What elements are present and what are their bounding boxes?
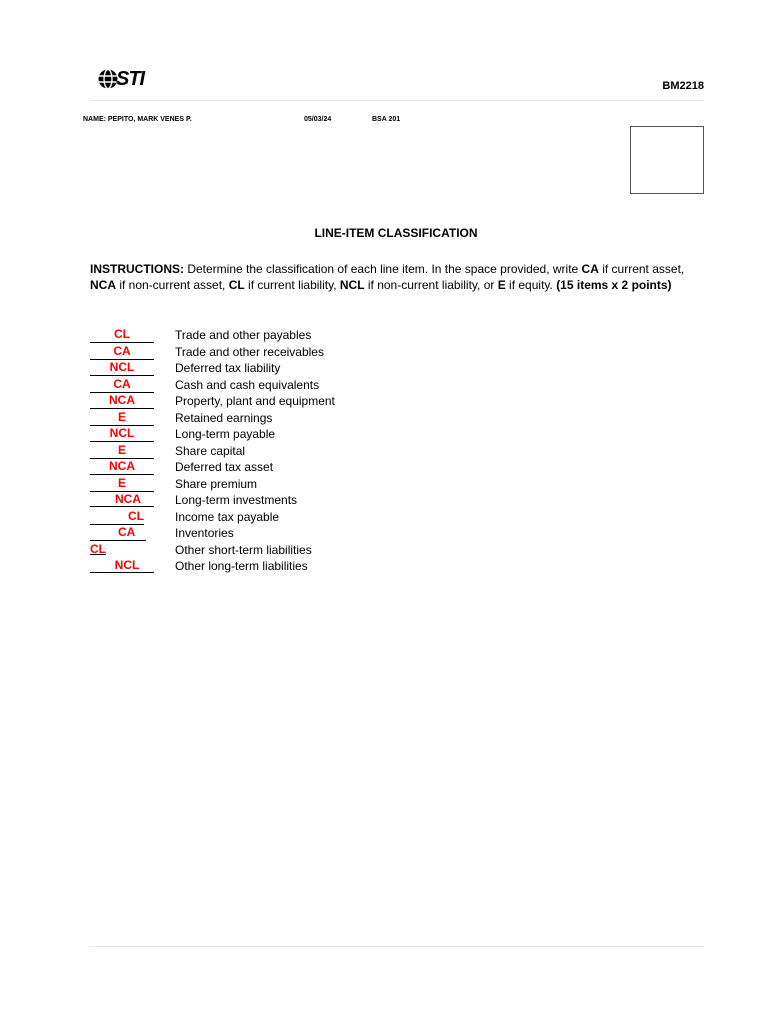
item-label: Long-term payable xyxy=(175,427,276,441)
course-code: BM2218 xyxy=(662,80,704,92)
list-item xyxy=(90,426,490,443)
item-label: Other short-term liabilities xyxy=(175,542,312,557)
list-item xyxy=(90,377,490,394)
list-item xyxy=(90,558,490,575)
header-divider xyxy=(90,100,704,101)
instructions-text-1: Determine the classification of each line item. In the space provided, write xyxy=(184,262,582,276)
instructions-text-6: if equity. xyxy=(505,277,557,292)
list-item xyxy=(90,525,490,542)
code-nca: NCA xyxy=(90,277,116,292)
list-item xyxy=(90,410,490,427)
answer-field[interactable]: NCL xyxy=(90,360,154,376)
item-label: Share capital xyxy=(175,443,246,458)
answer-field[interactable]: NCA xyxy=(90,459,154,475)
points-note: (15 items x 2 points) xyxy=(556,277,672,292)
answer-field[interactable]: NCL xyxy=(90,558,154,573)
answer-field[interactable]: NCL xyxy=(90,426,154,442)
item-label: Long-term investments xyxy=(175,493,298,507)
instructions-text-2: if current asset, xyxy=(598,262,685,276)
list-item xyxy=(90,344,490,361)
item-label: Property, plant and equipment xyxy=(175,394,335,408)
answer-field[interactable]: CL xyxy=(90,509,144,525)
list-item xyxy=(90,509,490,526)
code-e: E xyxy=(497,277,506,292)
item-label: Deferred tax asset xyxy=(175,460,274,474)
item-label: Deferred tax liability xyxy=(175,361,281,375)
list-item xyxy=(90,542,490,559)
answer-field[interactable]: NCA xyxy=(90,492,154,507)
item-label: Retained earnings xyxy=(175,410,273,425)
list-item xyxy=(90,327,490,344)
student-section: BSA 201 xyxy=(372,116,401,123)
answer-field[interactable]: E xyxy=(90,443,154,459)
sti-logo xyxy=(97,68,144,90)
student-name: NAME: PEPITO, MARK VENES P. xyxy=(83,116,192,123)
instructions-text-4: if current liability, xyxy=(244,277,340,292)
answer-field[interactable]: CA xyxy=(90,344,154,360)
item-label: Trade and other payables xyxy=(175,328,312,342)
answer-field[interactable]: CA xyxy=(90,525,146,541)
answer-field[interactable]: NCA xyxy=(90,393,154,409)
list-item xyxy=(90,459,490,476)
line-item-list xyxy=(90,327,490,575)
instructions-lead: INSTRUCTIONS: xyxy=(90,262,184,276)
code-ncl: NCL xyxy=(339,277,365,292)
item-label: Inventories xyxy=(175,526,234,540)
list-item xyxy=(90,476,490,493)
item-label: Cash and cash equivalents xyxy=(175,377,320,392)
list-item xyxy=(90,443,490,460)
logo-text: STI xyxy=(116,68,145,90)
student-date: 05/03/24 xyxy=(304,116,332,123)
instructions xyxy=(90,262,708,293)
list-item xyxy=(90,360,490,377)
answer-field[interactable]: E xyxy=(90,410,154,426)
code-ca: CA xyxy=(581,262,599,276)
answer-field[interactable]: CA xyxy=(90,377,154,393)
item-label: Trade and other receivables xyxy=(175,344,324,359)
score-box xyxy=(630,126,704,194)
footer-divider xyxy=(90,946,704,947)
list-item xyxy=(90,492,490,509)
page-title: LINE-ITEM CLASSIFICATION xyxy=(314,226,478,240)
code-cl: CL xyxy=(228,277,245,292)
answer-field[interactable]: CL xyxy=(90,327,154,343)
item-label: Share premium xyxy=(175,476,258,491)
answer-field[interactable]: E xyxy=(90,476,154,492)
instructions-text-3: if non-current asset, xyxy=(116,277,229,292)
list-item xyxy=(90,393,490,410)
instructions-text-5: if non-current liability, or xyxy=(364,277,498,292)
answer-field[interactable]: CL xyxy=(90,541,106,556)
item-label: Other long-term liabilities xyxy=(175,559,308,573)
item-label: Income tax payable xyxy=(175,509,280,524)
